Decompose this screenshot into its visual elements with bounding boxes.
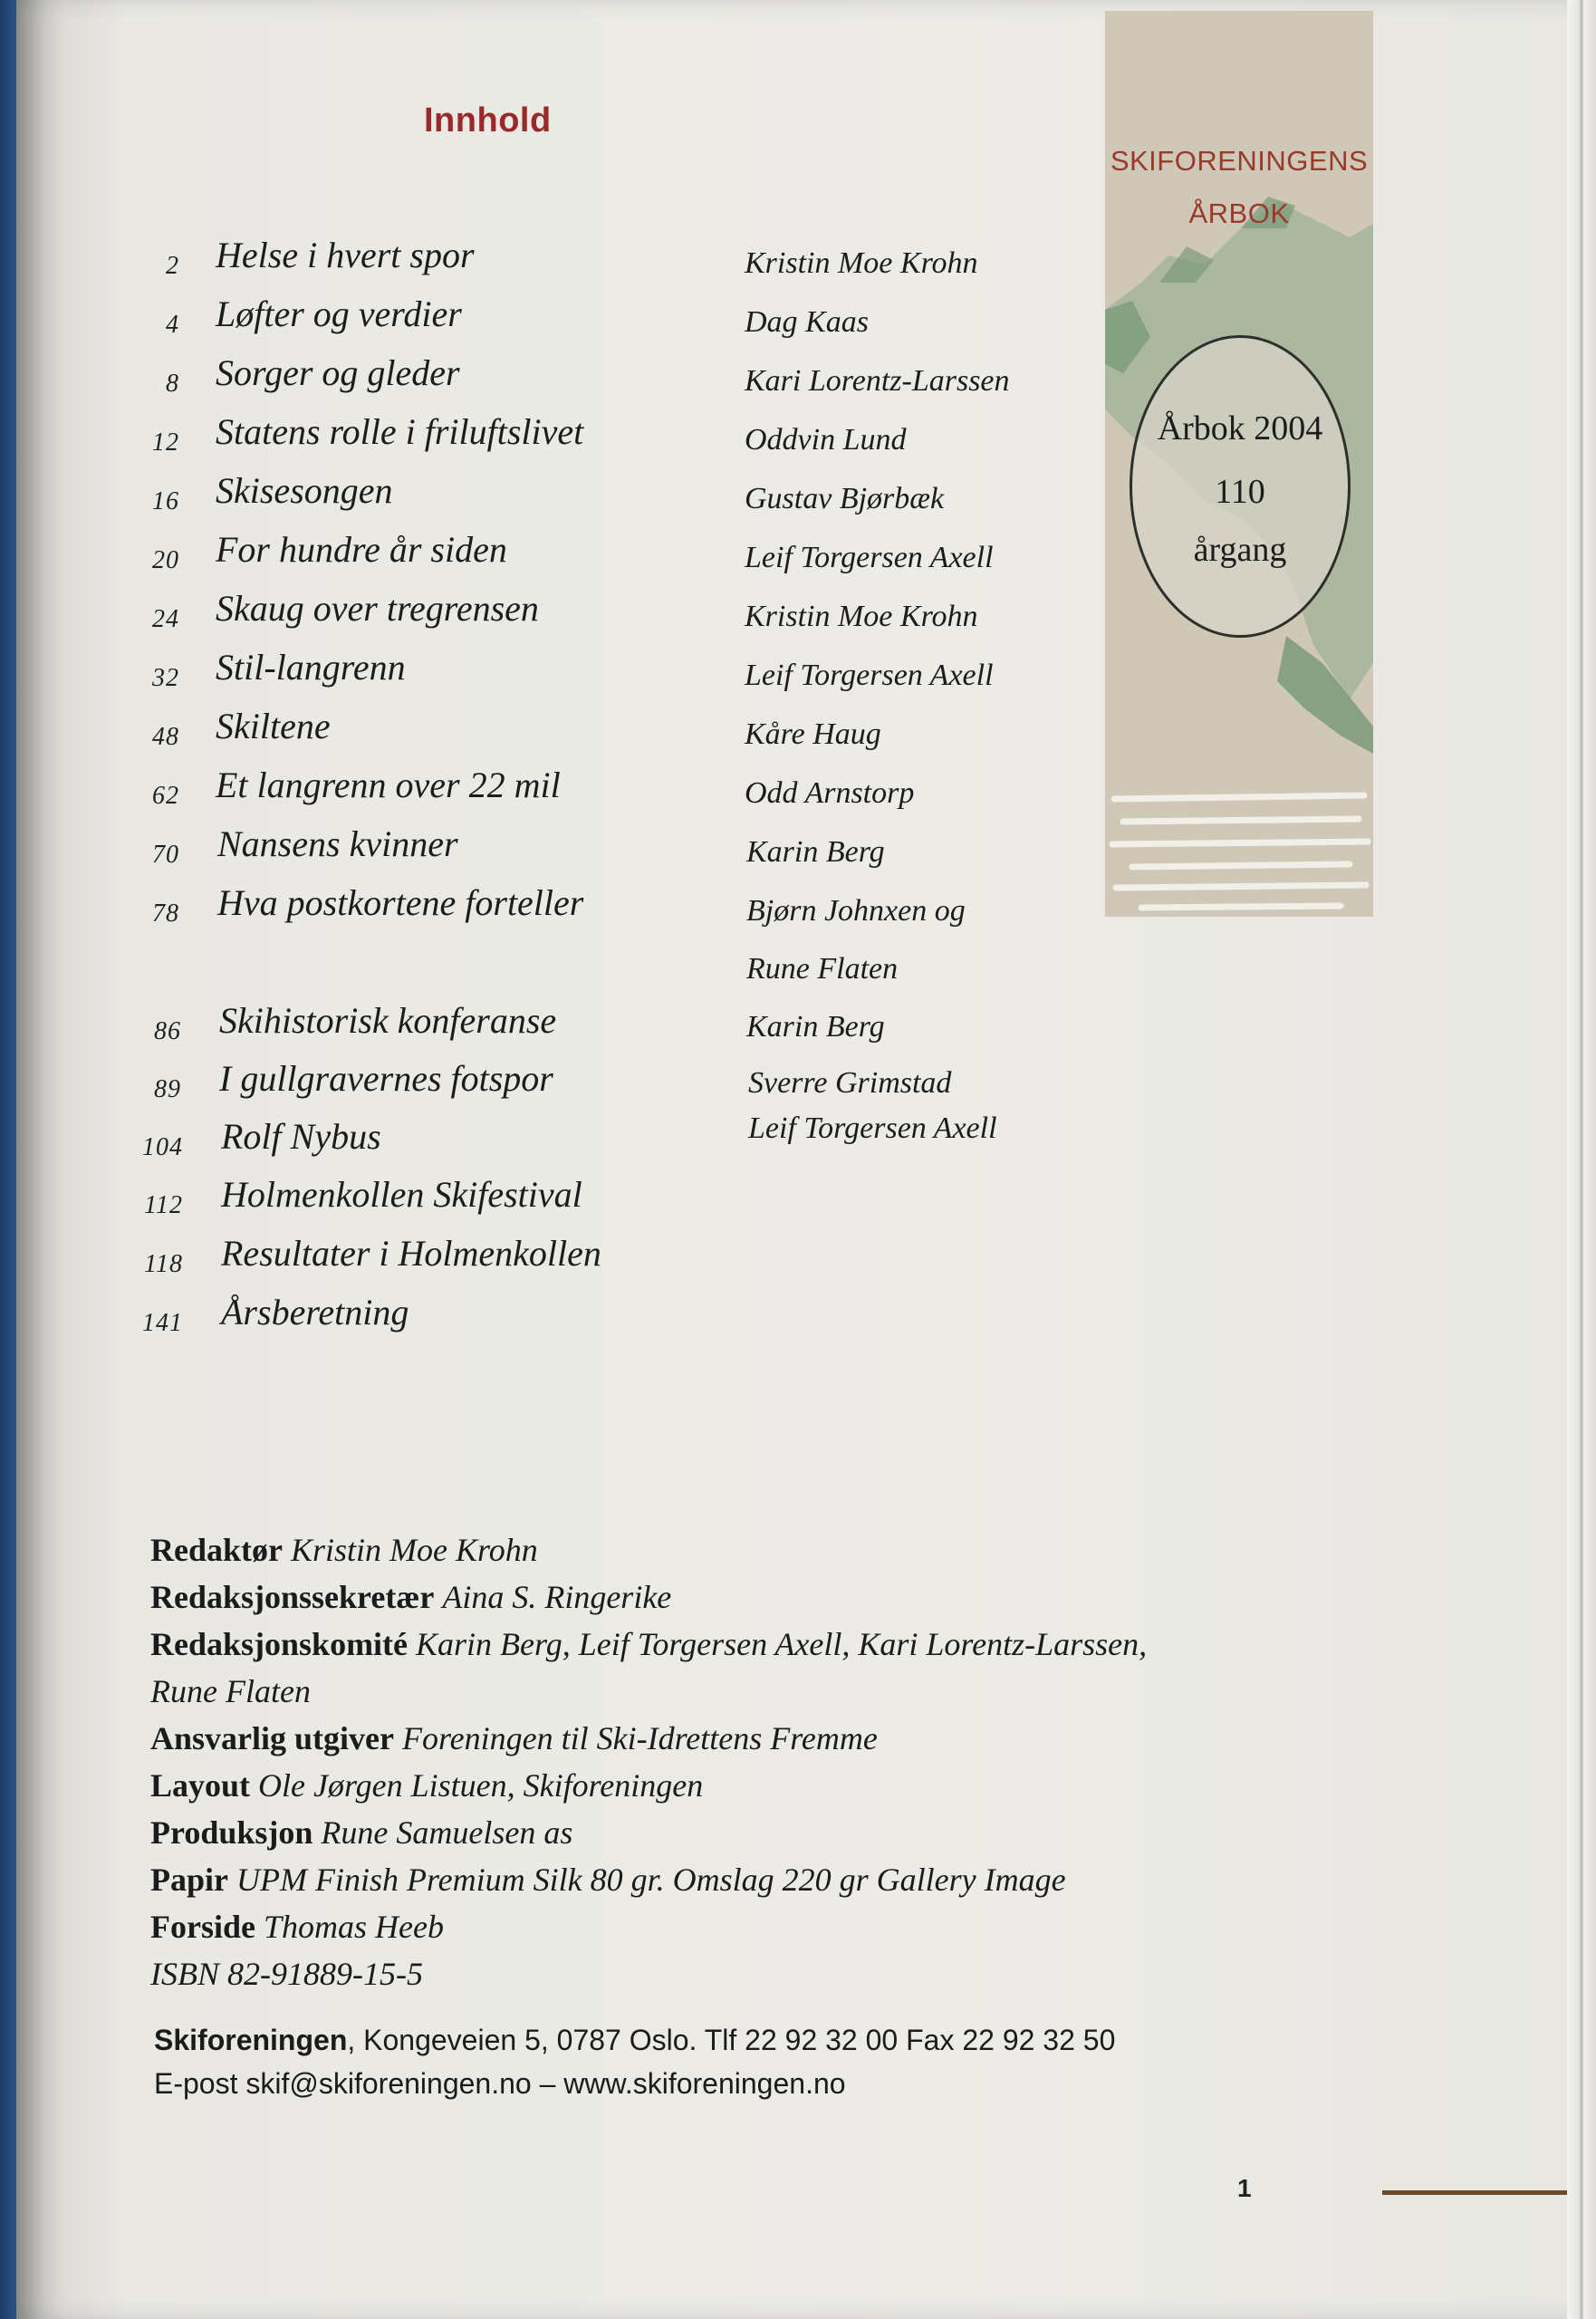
footer-rule	[1382, 2190, 1583, 2195]
isbn: ISBN 82-91889-15-5	[150, 1956, 423, 1992]
toc-title: Årsberetning	[221, 1292, 409, 1333]
toc-page-number: 78	[152, 900, 179, 928]
toc-title: Skiltene	[216, 706, 331, 746]
credit-value: Aina S. Ringerike	[442, 1579, 672, 1615]
credit-line	[150, 1861, 1066, 1899]
credit-value: Kristin Moe Krohn	[291, 1532, 538, 1568]
toc-page-number: 32	[152, 664, 179, 692]
toc-author: Oddvin Lund	[745, 423, 907, 457]
toc-title: I gullgravernes fotspor	[219, 1058, 553, 1099]
toc-title: Resultater i Holmenkollen	[221, 1233, 601, 1274]
toc-author: Leif Torgersen Axell	[748, 1111, 997, 1145]
toc-author: Bjørn Johnxen og	[746, 894, 966, 928]
toc-title: Løfter og verdier	[216, 293, 462, 334]
oval-label: årgang	[1193, 531, 1287, 569]
credit-line	[150, 1672, 311, 1710]
credit-line	[150, 1766, 703, 1804]
page-edge	[1567, 0, 1596, 2319]
toc-author: Sverre Grimstad	[748, 1066, 952, 1100]
credit-value: Ole Jørgen Listuen, Skiforeningen	[258, 1767, 704, 1804]
credit-line	[150, 1625, 1147, 1663]
toc-author: Gustav Bjørbæk	[745, 482, 945, 515]
credit-value: UPM Finish Premium Silk 80 gr. Omslag 220 gr Gallery Image	[236, 1862, 1066, 1898]
toc-author: Leif Torgersen Axell	[745, 541, 994, 574]
toc-author: Leif Torgersen Axell	[745, 659, 994, 692]
toc-title: Helse i hvert spor	[216, 235, 475, 275]
toc-page-number: 141	[142, 1309, 183, 1337]
credit-value: Rune Flaten	[150, 1673, 311, 1709]
address: , Kongeveien 5, 0787 Oslo. Tlf 22 92 32 00 Fax 22 92 32 50	[347, 2024, 1116, 2056]
page-title: Innhold	[424, 101, 552, 140]
banner-brand-line: ÅRBOK	[1188, 197, 1290, 229]
toc-title: Skihistorisk konferanse	[219, 1000, 557, 1041]
toc-page-number: 104	[142, 1133, 183, 1161]
toc-author: Kristin Moe Krohn	[745, 600, 978, 633]
toc-page-number: 2	[166, 252, 179, 280]
toc-author: Karin Berg	[746, 835, 885, 869]
credit-line	[150, 1814, 572, 1852]
toc-page-number: 24	[152, 605, 179, 633]
toc-page-number: 70	[152, 841, 179, 869]
toc-title: For hundre år siden	[216, 529, 507, 570]
credit-value: Thomas Heeb	[263, 1909, 444, 1945]
toc-title: Skisesongen	[216, 470, 393, 511]
credit-label: Ansvarlig utgiver	[150, 1720, 394, 1756]
yearbook-banner	[1105, 11, 1373, 917]
toc-author: Kåre Haug	[745, 717, 881, 751]
toc-page-number: 89	[154, 1075, 181, 1103]
toc-title: Stil-langrenn	[216, 647, 406, 688]
toc-title: Holmenkollen Skifestival	[221, 1174, 582, 1215]
toc-page-number: 16	[152, 487, 179, 515]
toc-page-number: 48	[152, 723, 179, 751]
credit-label: Layout	[150, 1767, 251, 1804]
toc-page-number: 8	[166, 370, 179, 398]
credit-label: Redaksjonssekretær	[150, 1579, 435, 1615]
toc-author: Karin Berg	[746, 1010, 885, 1044]
oval-year: Årbok 2004	[1157, 409, 1323, 447]
toc-title: Nansens kvinner	[217, 823, 458, 864]
toc-title: Hva postkortene forteller	[217, 882, 584, 923]
oval-volume: 110	[1215, 473, 1265, 511]
toc-title: Rolf Nybus	[221, 1116, 381, 1157]
credit-label: Redaksjonskomité	[150, 1626, 409, 1662]
contact-address	[154, 2024, 1115, 2057]
credit-value: Rune Samuelsen as	[321, 1814, 573, 1851]
credit-value: Karin Berg, Leif Torgersen Axell, Kari Lorentz-Larssen,	[416, 1626, 1148, 1662]
toc-page-number: 62	[152, 782, 179, 810]
page-number: 1	[1237, 2174, 1252, 2202]
credit-value: Foreningen til Ski-Idrettens Fremme	[401, 1720, 878, 1756]
toc-page-number: 118	[144, 1250, 183, 1278]
toc-author: Kari Lorentz-Larssen	[745, 364, 1010, 398]
toc-author: Odd Arnstorp	[745, 776, 915, 810]
toc-author-continued: Rune Flaten	[746, 952, 899, 986]
document-page	[16, 0, 1567, 2319]
toc-author: Kristin Moe Krohn	[745, 246, 978, 280]
credit-line	[150, 1531, 538, 1569]
credit-line	[150, 1719, 878, 1757]
contact-email-web: E-post skif@skiforeningen.no – www.skiforeningen.no	[154, 2067, 846, 2100]
banner-brand-line: SKIFORENINGENS	[1110, 145, 1369, 177]
toc-title: Statens rolle i friluftslivet	[216, 411, 584, 452]
toc-page-number: 4	[166, 311, 179, 339]
credit-label: Produksjon	[150, 1814, 313, 1851]
toc-page-number: 20	[152, 546, 179, 574]
credit-label: Redaktør	[150, 1532, 283, 1568]
org-name: Skiforeningen	[154, 2024, 348, 2056]
toc-page-number: 112	[144, 1191, 183, 1219]
toc-page-number: 12	[152, 428, 179, 457]
year-oval	[1130, 335, 1351, 638]
credit-line	[150, 1578, 671, 1616]
credit-label: Forside	[150, 1909, 255, 1945]
toc-title: Et langrenn over 22 mil	[216, 765, 561, 805]
credit-line	[150, 1908, 444, 1946]
toc-title: Sorger og gleder	[216, 352, 460, 393]
toc-author: Dag Kaas	[745, 305, 869, 339]
toc-page-number: 86	[154, 1017, 181, 1045]
credit-label: Papir	[150, 1862, 228, 1898]
credit-line	[150, 1955, 423, 1993]
toc-title: Skaug over tregrensen	[216, 588, 539, 629]
